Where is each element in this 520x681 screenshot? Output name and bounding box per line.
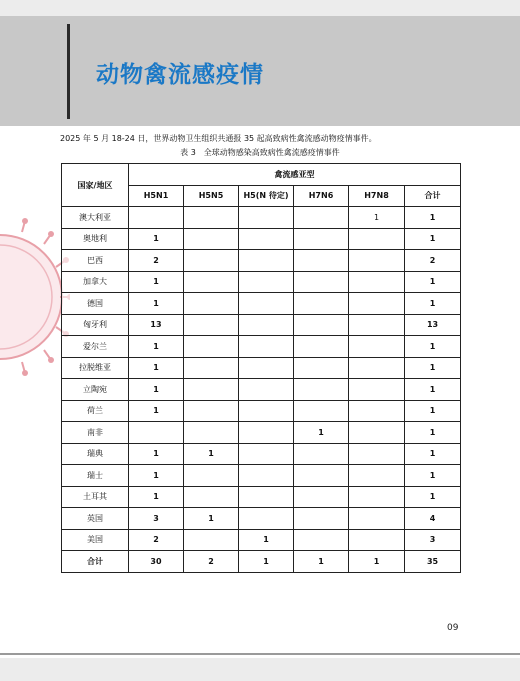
country-cell: 南非 (62, 422, 129, 444)
count-cell: 1 (129, 379, 184, 401)
count-cell (294, 486, 349, 508)
table-row (62, 228, 461, 250)
table-row (62, 293, 461, 315)
count-cell (294, 293, 349, 315)
count-cell (239, 400, 294, 422)
count-cell (184, 400, 239, 422)
count-cell (349, 228, 405, 250)
table-row (62, 508, 461, 530)
total-cell: 1 (405, 293, 461, 315)
count-cell: 1 (129, 443, 184, 465)
count-cell (294, 443, 349, 465)
count-cell: 1 (129, 400, 184, 422)
country-cell: 合计 (62, 551, 129, 573)
count-cell (184, 529, 239, 551)
count-cell (239, 228, 294, 250)
count-cell (239, 336, 294, 358)
total-cell: 1 (405, 207, 461, 229)
count-cell (349, 443, 405, 465)
count-cell (294, 207, 349, 229)
count-cell: 1 (294, 551, 349, 573)
count-cell (239, 422, 294, 444)
count-cell (129, 422, 184, 444)
count-cell: 1 (184, 508, 239, 530)
country-cell: 匈牙利 (62, 314, 129, 336)
country-cell: 爱尔兰 (62, 336, 129, 358)
total-cell: 2 (405, 250, 461, 272)
count-cell (294, 465, 349, 487)
count-cell (294, 529, 349, 551)
count-cell (184, 207, 239, 229)
count-cell (184, 357, 239, 379)
count-cell: 1 (129, 486, 184, 508)
count-cell (239, 314, 294, 336)
count-cell: 1 (129, 465, 184, 487)
table-row (62, 250, 461, 272)
count-cell (349, 508, 405, 530)
bird-flu-table (61, 163, 461, 573)
table-row (62, 551, 461, 573)
count-cell (349, 357, 405, 379)
count-cell (349, 250, 405, 272)
total-cell: 1 (405, 486, 461, 508)
count-cell (239, 486, 294, 508)
count-cell: 1 (349, 551, 405, 573)
country-cell: 荷兰 (62, 400, 129, 422)
count-cell (349, 529, 405, 551)
table-row (62, 379, 461, 401)
table-row (62, 465, 461, 487)
page-number: 09 (447, 623, 459, 633)
count-cell (184, 228, 239, 250)
table-row (62, 207, 461, 229)
footer-rule (0, 653, 520, 655)
count-cell (349, 422, 405, 444)
count-cell (294, 508, 349, 530)
count-cell (349, 486, 405, 508)
table-row (62, 357, 461, 379)
table-caption: 表 3 全球动物感染高致病性禽流感疫情事件 (180, 148, 340, 157)
count-cell (184, 336, 239, 358)
subtype-header: H5N1 (129, 185, 184, 207)
count-cell: 1 (129, 336, 184, 358)
count-cell (294, 271, 349, 293)
count-cell: 1 (294, 422, 349, 444)
document-page (0, 16, 520, 658)
total-cell: 1 (405, 357, 461, 379)
count-cell: 1 (129, 357, 184, 379)
count-cell (349, 271, 405, 293)
count-cell: 30 (129, 551, 184, 573)
count-cell (184, 422, 239, 444)
table-row (62, 486, 461, 508)
count-cell (184, 465, 239, 487)
count-cell (239, 357, 294, 379)
country-cell: 瑞士 (62, 465, 129, 487)
table-row (62, 336, 461, 358)
count-cell (184, 486, 239, 508)
count-cell (294, 314, 349, 336)
count-cell (349, 314, 405, 336)
count-cell (349, 293, 405, 315)
count-cell (129, 207, 184, 229)
count-cell: 2 (129, 250, 184, 272)
count-cell (294, 228, 349, 250)
count-cell: 1 (349, 207, 405, 229)
subtype-header: H7N8 (349, 185, 405, 207)
total-cell: 1 (405, 379, 461, 401)
country-cell: 巴西 (62, 250, 129, 272)
total-cell: 13 (405, 314, 461, 336)
count-cell (184, 250, 239, 272)
count-cell (294, 379, 349, 401)
count-cell: 1 (239, 551, 294, 573)
count-cell: 1 (239, 529, 294, 551)
total-cell: 1 (405, 422, 461, 444)
country-cell: 德国 (62, 293, 129, 315)
country-cell: 立陶宛 (62, 379, 129, 401)
count-cell (294, 400, 349, 422)
count-cell: 1 (129, 271, 184, 293)
count-cell (294, 357, 349, 379)
total-cell: 1 (405, 336, 461, 358)
count-cell (239, 207, 294, 229)
total-cell: 1 (405, 400, 461, 422)
total-cell: 35 (405, 551, 461, 573)
subtype-header: H5N5 (184, 185, 239, 207)
count-cell: 13 (129, 314, 184, 336)
count-cell (239, 250, 294, 272)
total-column-header: 合计 (405, 185, 461, 207)
count-cell: 1 (129, 228, 184, 250)
table-row (62, 314, 461, 336)
intro-text: 2025 年 5 月 18-24 日，世界动物卫生组织共通报 35 起高致病性禽流感动物疫情事件。 (60, 134, 377, 143)
total-cell: 1 (405, 443, 461, 465)
count-cell (184, 379, 239, 401)
country-cell: 拉脱维亚 (62, 357, 129, 379)
country-cell: 英国 (62, 508, 129, 530)
total-cell: 1 (405, 465, 461, 487)
subtype-group-header: 禽流感亚型 (129, 164, 461, 186)
country-cell: 奥地利 (62, 228, 129, 250)
country-column-header: 国家/地区 (62, 164, 129, 207)
count-cell: 2 (129, 529, 184, 551)
total-cell: 3 (405, 529, 461, 551)
count-cell (294, 336, 349, 358)
count-cell: 3 (129, 508, 184, 530)
table-row (62, 271, 461, 293)
country-cell: 瑞典 (62, 443, 129, 465)
count-cell (349, 400, 405, 422)
country-cell: 澳大利亚 (62, 207, 129, 229)
total-cell: 1 (405, 271, 461, 293)
header-vertical-rule (67, 24, 70, 119)
total-cell: 1 (405, 228, 461, 250)
page-title: 动物禽流感疫情 (96, 62, 264, 88)
count-cell (184, 271, 239, 293)
count-cell: 1 (129, 293, 184, 315)
count-cell (239, 293, 294, 315)
count-cell (239, 379, 294, 401)
country-cell: 加拿大 (62, 271, 129, 293)
country-cell: 美国 (62, 529, 129, 551)
table-row (62, 529, 461, 551)
count-cell (184, 293, 239, 315)
subtype-header: H7N6 (294, 185, 349, 207)
count-cell (239, 508, 294, 530)
count-cell (349, 465, 405, 487)
count-cell (349, 379, 405, 401)
count-cell: 1 (184, 443, 239, 465)
table-row (62, 400, 461, 422)
count-cell (349, 336, 405, 358)
count-cell (239, 271, 294, 293)
total-cell: 4 (405, 508, 461, 530)
count-cell (239, 465, 294, 487)
count-cell: 2 (184, 551, 239, 573)
virus-illustration-icon (0, 202, 70, 392)
country-cell: 土耳其 (62, 486, 129, 508)
count-cell (184, 314, 239, 336)
count-cell (294, 250, 349, 272)
subtype-header: H5(N 待定) (239, 185, 294, 207)
table-row (62, 443, 461, 465)
count-cell (239, 443, 294, 465)
table-row (62, 422, 461, 444)
